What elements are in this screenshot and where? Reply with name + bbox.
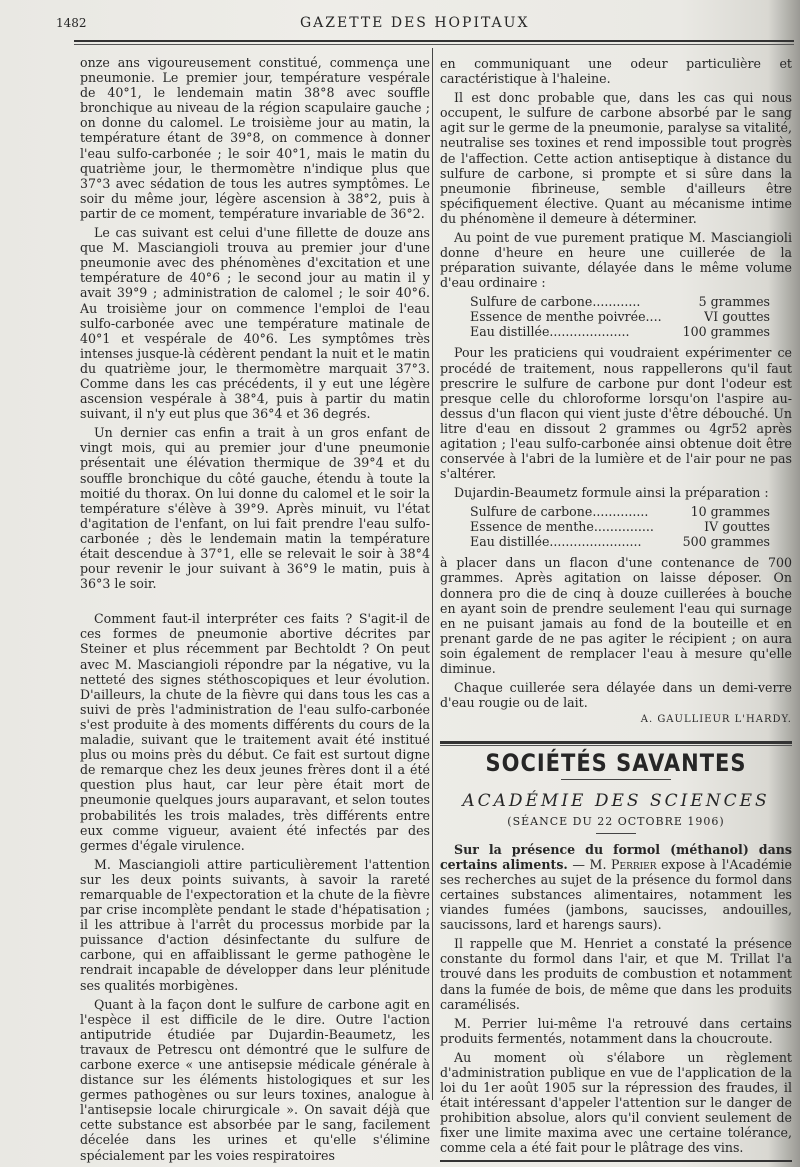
ingredient-amount: 500 grammes — [682, 534, 770, 550]
paragraph: Dujardin-Beaumetz formule ainsi la préparation : — [454, 485, 769, 501]
recipe-dujardin-beaumetz — [470, 504, 770, 549]
ingredient-amount: 100 grammes — [682, 324, 770, 340]
recipe-row — [470, 324, 770, 339]
ingredient-amount: VI gouttes — [704, 309, 770, 325]
short-rule — [596, 833, 636, 834]
paragraph: Il est donc probable que, dans les cas qui nous occupent, le sulfure de carbone absorbé par le sang agit sur le germe de la pneumonie, paralyse sa vitalité, neutralise ses toxines et rend impossible tout progrès de l'affection. Cette action antiseptique à distance du sulfure de carbone, si prompte et si sûre dans la pneumonie fibrineuse, semble d'ailleurs être spécifiquement élective. Quant au mécanisme intime du phénomène il demeure à déterminer. — [440, 90, 793, 226]
recipe-row — [470, 294, 770, 309]
right-column — [440, 56, 792, 1162]
bottom-rule — [440, 1160, 792, 1162]
ingredient-amount: IV gouttes — [704, 519, 770, 535]
ingredient-name: Essence de menthe............... — [470, 519, 654, 535]
paragraph: M. Masciangioli attire particulièrement l'attention sur les deux points suivants, à savoir la rareté remarquable de l'expectoration et la chute de la fièvre par crise incomplète pendant le stade d'hépatisation ; il les attribue à l'arrêt du processus morbide par la puissance d'action désinfectante du sulfure de carbone, qui en affaiblissant le germe pathogène le rendrait incapable de développer dans leur plénitude ses qualités morbigènes. — [80, 856, 430, 993]
article-text: expose à l'Académie ses recherches au sujet de la présence du formol dans certaines substances alimentaires, notamment les viandes fumées (jambons, saucisses, andouilles, saucissons, lard et harengs saurs). — [440, 856, 792, 933]
session-date: (SÉANCE DU 22 OCTOBRE 1906) — [507, 814, 725, 828]
author-signature: A. GAULLIEUR L'HARDY. — [640, 714, 792, 726]
page-number: 1482 — [56, 16, 87, 30]
recipe-masciangioli — [470, 294, 770, 339]
paragraph: Quant à la façon dont le sulfure de carbone agit en l'espèce il est difficile de le dire. Outre l'action antiputride étudiée par Dujardin-Beaumetz, les travaux de Petrescu ont démontré que le sulfure de carbone exerce « une antisepsie médicale générale à distance sur les éléments histologiques et sur les germes pathogènes ou sur leurs toxines, analogue à l'antisepsie locale chirurgicale ». On savait déjà que cette substance est absorbée par le sang, facilement décelée dans les urines et qu'elle s'élimine spécialement par les voies respiratoires — [80, 996, 430, 1163]
paragraph: Au point de vue purement pratique M. Masciangioli donne d'heure en heure une cuillerée de la préparation suivante, délayée dans le même volume d'eau ordinaire : — [440, 230, 792, 291]
article-heading: Sur la présence du formol (méthanol) dans certains aliments. — [440, 841, 792, 872]
ingredient-name: Sulfure de carbone.............. — [470, 504, 649, 520]
short-rule — [561, 779, 671, 780]
paragraph: à placer dans un flacon d'une contenance de 700 grammes. Après agitation on laisse déposer. On donnera pro die de cinq à douze cuillerées à bouche en ayant soin de prendre seulement l'eau qui surnage en ne puisant jamais au fond de la bouteille et en prenant garde de ne pas agiter le récipient ; on aura soin également de remplacer l'eau à mesure qu'elle diminue. — [440, 555, 792, 676]
paragraph: Pour les praticiens qui voudraient expérimenter ce procédé de traitement, nous rappellerons qu'il faut prescrire le sulfure de carbone pur dont l'odeur est presque celle du chloroforme lorsqu'on l'aspire au-dessus d'un flacon qui vient juste d'être débouché. Un litre d'eau en dissout 2 grammes ou 4gr52 après agitation ; l'eau sulfo-carbonée ainsi obtenue doit être conservée à l'abri de la lumière et de l'air pour ne pas s'altérer. — [440, 345, 792, 482]
ingredient-name: Eau distillée....................... — [470, 534, 642, 550]
recipe-row — [470, 309, 770, 324]
paragraph: Un dernier cas enfin a trait à un gros enfant de vingt mois, qui au premier jour d'une pneumonie présentait une élévation thermique de 39°4 et du souffle bronchique du côté gauche, étendu à toute la moitié du thorax. On lui donne du calomel et le soir la température s'élève à 39°9. Après minuit, vu l'état d'agitation de l'enfant, on lui fait prendre l'eau sulfo-carbonée ; dès le lendemain matin la température était descendue à 37°1, elle se relevait le soir à 38°4 pour revenir le jour suivant à 36°9 le matin, puis à 36°3 le soir. — [80, 425, 430, 592]
article-author: — M. Perrier — [572, 856, 657, 872]
paragraph: Chaque cuillerée sera délayée dans un demi-verre d'eau rougie ou de lait. — [440, 680, 792, 711]
paragraph: Le cas suivant est celui d'une fillette de douze ans que M. Masciangioli trouva au premier jour d'une pneumonie avec des phénomènes d'excitation et une température de 40°6 ; le second jour au matin il y avait 39°9 ; administration de calomel ; le soir 40°6. Au troisième jour on commence l'emploi de l'eau sulfo-carbonée avec une température matinale de 40°1 et vespérale de 40°6. Les symptômes très intenses jusque-là cédèrent pendant la nuit et le matin du quatrième jour, le thermomètre marquait 37°3. Comme dans les cas précédents, il y eut une légère ascension vespérale à 38°4, puis à partir du matin suivant, il n'y eut plus que 36°4 et 36 degrés. — [80, 225, 430, 422]
column-divider — [432, 48, 433, 1100]
section-title: SOCIÉTÉS SAVANTES — [485, 749, 747, 778]
ingredient-amount: 5 grammes — [698, 294, 770, 310]
recipe-row — [470, 534, 770, 549]
journal-title: GAZETTE DES HOPITAUX — [300, 15, 530, 31]
academy-heading: ACADÉMIE DES SCIENCES — [462, 791, 770, 812]
recipe-row — [470, 519, 770, 534]
recipe-row — [470, 504, 770, 519]
paragraph: en communiquant une odeur particulière et caractéristique à l'haleine. — [440, 56, 792, 87]
section-rule — [440, 741, 792, 744]
paragraph: Au moment où s'élabore un règlement d'administration publique en vue de l'application de la loi du 1er août 1905 sur la répression des fraudes, il était intéressant d'appeler l'attention sur le danger de prohibition absolue, alors qu'il convient seulement de fixer une limite maxima avec une certaine tolérance, comme cela a été fait pour le plâtrage des vins. — [440, 1049, 792, 1156]
article-paragraph — [440, 842, 792, 933]
paragraph: Comment faut-il interpréter ces faits ? S'agit-il de ces formes de pneumonie abortive décrites par Steiner et plus récemment par Bechtoldt ? On peut avec M. Masciangioli répondre par la négative, vu la netteté des signes stéthoscopiques et leur évolution. D'ailleurs, la chute de la fièvre qui dans tous les cas a suivi de près l'administration de l'eau sulfo-carbonée s'est produite à des moments différents du cours de la maladie, suivant que le traitement avait été institué plus ou moins près du début. Ce fait est surtout digne de remarque chez les deux jeunes frères dont il a été question plus haut, car leur père était mort de pneumonie quelques jours auparavant, et selon toutes probabilités les trois malades, très différents entre eux comme vigueur, avaient été infectés par des germes d'égale virulence. — [80, 611, 430, 853]
left-column — [80, 55, 430, 1167]
header-rule-thin — [74, 44, 794, 45]
paragraph: Il rappelle que M. Henriet a constaté la présence constante du formol dans l'air, et que M. Trillat l'a trouvé dans les produits de combustion et notamment dans la fumée de bois, de même que dans les produits caramélisés. — [440, 936, 792, 1012]
paragraph: M. Perrier lui-même l'a retrouvé dans certains produits fermentés, notamment dans la choucroute. — [440, 1015, 792, 1046]
header-rule — [74, 40, 794, 42]
paragraph-gap — [80, 595, 430, 611]
ingredient-name: Sulfure de carbone............ — [470, 294, 641, 310]
ingredient-name: Eau distillée.................... — [470, 324, 630, 340]
ingredient-name: Essence de menthe poivrée.... — [470, 309, 662, 325]
ingredient-amount: 10 grammes — [690, 504, 770, 520]
section-rule-thin — [440, 745, 792, 746]
paragraph: onze ans vigoureusement constitué, commença une pneumonie. Le premier jour, température vespérale de 40°1, le lendemain matin 38°8 avec souffle bronchique au niveau de la région scapulaire gauche ; on donne du calomel. Le troisième jour au matin, la température étant de 39°8, on commence à donner l'eau sulfo-carbonée ; le soir 40°1, mais le matin du quatrième jour, le thermomètre n'indique plus que 37°3 avec sédation de tous les autres symptômes. Le soir du même jour, légère ascension à 38°2, puis à partir de ce moment, température invariable de 36°2. — [80, 55, 430, 221]
